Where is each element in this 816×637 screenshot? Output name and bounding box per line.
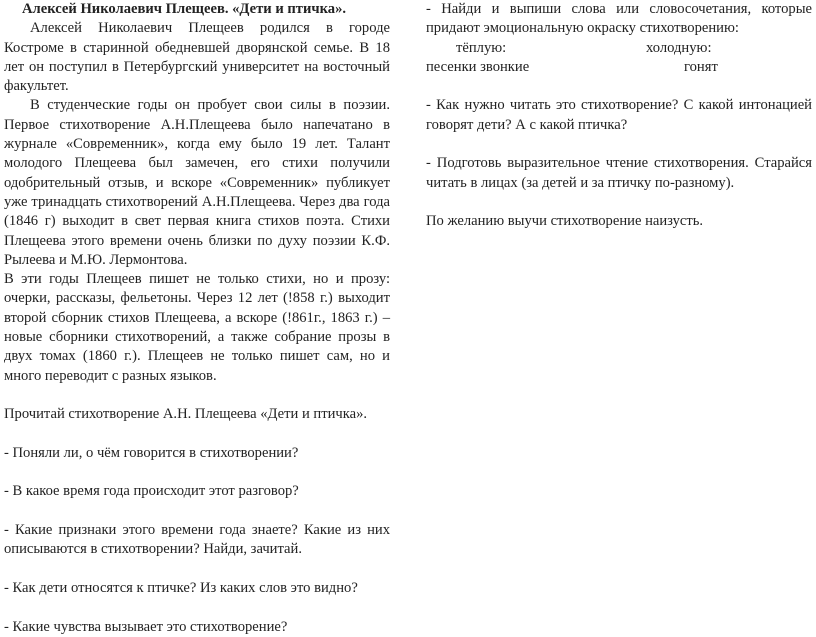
task-1: - Найди и выпиши слова или словосочетания, которые придают эмоциональную окраску стихотворению: bbox=[426, 1, 812, 37]
question-3: - Какие признаки этого времени года знаете? Какие из них описываются в стихотворении? Найди, зачитай. bbox=[4, 522, 390, 558]
tone-examples-row bbox=[426, 58, 812, 77]
read-instruction: Прочитай стихотворение А.Н. Плещеева «Дети и птичка». bbox=[4, 406, 368, 423]
warm-label: тёплую: bbox=[456, 39, 507, 56]
question-2: - В какое время года происходит этот разговор? bbox=[4, 483, 299, 500]
cold-example: гонят bbox=[684, 58, 718, 75]
task-3: - Подготовь выразительное чтение стихотворения. Старайся читать в лицах (за детей и за птичку по-разному). bbox=[426, 155, 812, 191]
task-2: - Как нужно читать это стихотворение? С какой интонацией говорят дети? А с какой птичка? bbox=[426, 97, 812, 133]
tone-labels-row bbox=[426, 39, 812, 58]
cold-label: холодную: bbox=[646, 39, 712, 56]
task-4: По желанию выучи стихотворение наизусть. bbox=[426, 213, 704, 230]
bio-paragraph-3: В эти годы Плещеев пишет не только стихи, но и прозу: очерки, рассказы, фельетоны. Через 12 лет (!858 г.) выходит второй сборник стихов Плещеева, а вскоре (!861г., 1863 г.) – новые сборники стихотворений, а также собрание прозы в двух томах (1860 г.). Плещеев не только пишет сам, но и много переводит с разных языков. bbox=[4, 271, 390, 384]
question-5: - Какие чувства вызывает это стихотворение? bbox=[4, 618, 288, 635]
right-column bbox=[426, 0, 812, 232]
bio-paragraph-2: В студенческие годы он пробует свои силы в поэзии. Первое стихотворение А.Н.Плещеева было напечатано в журнале «Современник», когда ему было 19 лет. Талант молодого Плещеева был замечен, его стихи получили одобрительный отзыв, и вскоре «Современник» публикует уже тринадцать стихотворений А.Н.Плещеева. Через два года (1846 г) выходит в свет первая книга стихов поэта. Стихи Плещеева этого времени очень близки по духу поэзии К.Ф. Рылеева и М.Ю. Лермонтова. bbox=[4, 97, 390, 268]
question-1: - Поняли ли, о чём говорится в стихотворении? bbox=[4, 444, 299, 461]
page-title: Алексей Николаевич Плещеев. «Дети и птичка». bbox=[22, 1, 347, 17]
warm-example: песенки звонкие bbox=[426, 58, 530, 75]
bio-paragraph-1: Алексей Николаевич Плещеев родился в городе Костроме в старинной обедневшей дворянской семье. В 18 лет он поступил в Петербургский университет на восточный факультет. bbox=[4, 20, 390, 95]
question-4: - Как дети относятся к птичке? Из каких слов это видно? bbox=[4, 579, 358, 596]
left-column bbox=[4, 0, 390, 637]
